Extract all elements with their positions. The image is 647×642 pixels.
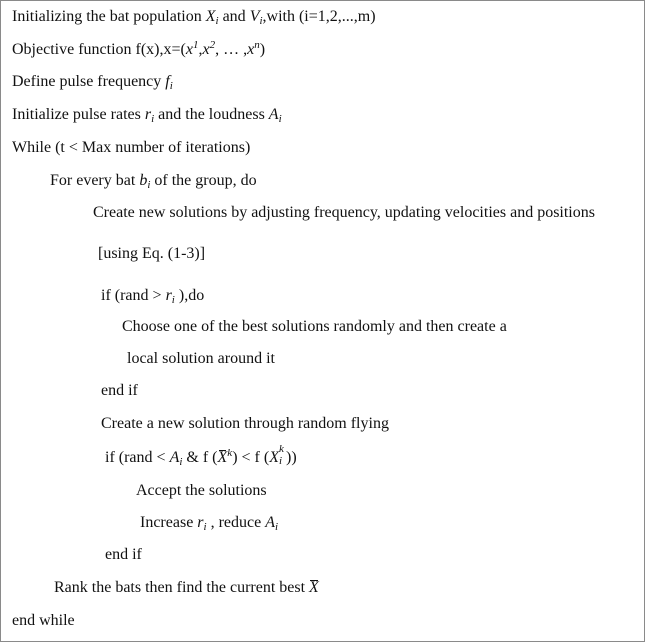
var-x2: x xyxy=(202,41,210,58)
var-f: f xyxy=(165,73,170,90)
text: if (rand > xyxy=(101,287,166,304)
line-objective-function xyxy=(12,41,265,59)
text: Rank the bats then find the current best xyxy=(54,579,310,596)
var-x-bar: X xyxy=(217,449,228,466)
sup-k: k xyxy=(227,447,233,459)
line-rank-bats xyxy=(54,579,319,597)
line-pulse-frequency xyxy=(12,73,173,91)
text: & f ( xyxy=(182,449,218,466)
text: if (rand < xyxy=(105,449,170,466)
var-xi: X xyxy=(269,449,279,466)
text: ,with (i=1,2,...,m) xyxy=(262,8,376,25)
sub-i: i xyxy=(275,521,279,533)
text: , … , xyxy=(215,41,248,58)
var-x: X xyxy=(205,8,216,25)
sup-2: 2 xyxy=(209,39,216,51)
var-xn: x xyxy=(247,41,255,58)
text: of the group, do xyxy=(150,172,257,189)
sup-k: k xyxy=(278,443,284,455)
var-b: b xyxy=(139,172,148,189)
var-x-bar: X xyxy=(309,579,319,596)
text: )) xyxy=(285,449,297,466)
var-r: r xyxy=(197,514,204,531)
var-v: V xyxy=(249,8,260,25)
line-init-pulse-rates xyxy=(12,106,282,124)
sup-n: n xyxy=(254,39,260,51)
line-using-eq: [using Eq. (1-3)] xyxy=(98,245,206,262)
line-end-while: end while xyxy=(12,612,75,629)
text: , xyxy=(198,41,203,58)
var-a: A xyxy=(265,514,276,531)
text: Objective function f(x),x=( xyxy=(12,41,186,58)
line-end-if: end if xyxy=(105,546,142,563)
sub-i: i xyxy=(171,294,175,306)
text: For every bat xyxy=(50,172,140,189)
line-if-rand-gt xyxy=(101,287,204,305)
line-if-rand-lt xyxy=(105,443,297,468)
text: , reduce xyxy=(206,514,266,531)
line-for-every-bat xyxy=(50,172,257,190)
sub-i: i xyxy=(259,15,263,27)
var-x1: x xyxy=(185,41,193,58)
sub-i: i xyxy=(169,80,173,92)
var-r: r xyxy=(144,106,152,123)
text: Initialize pulse rates xyxy=(12,106,145,123)
sub-i: i xyxy=(203,521,207,533)
line-accept-solutions: Accept the solutions xyxy=(136,482,267,499)
line-create-new-solutions: Create new solutions by adjusting frequency, updating velocities and positions xyxy=(93,204,595,221)
line-init-population xyxy=(12,8,376,26)
text: Define pulse frequency xyxy=(12,73,166,90)
line-end-if: end if xyxy=(101,382,138,399)
text: Increase xyxy=(140,514,198,531)
sub-i: i xyxy=(278,113,282,125)
var-a: A xyxy=(268,106,279,123)
text: Initializing the bat population xyxy=(12,8,206,25)
line-while: While (t < Max number of iterations) xyxy=(12,139,251,156)
sub-i: i xyxy=(215,15,219,27)
text: and xyxy=(218,8,250,25)
text: ) xyxy=(259,41,266,58)
var-a: A xyxy=(169,449,180,466)
line-local-solution: local solution around it xyxy=(127,350,275,367)
line-choose-best: Choose one of the best solutions randomly and then create a xyxy=(122,318,507,335)
sub-i: i xyxy=(278,455,283,467)
sup-1: 1 xyxy=(192,39,199,51)
text: ),do xyxy=(174,287,205,304)
text: and the loudness xyxy=(154,106,269,123)
sup-sub-stack xyxy=(278,443,286,467)
sub-i: i xyxy=(151,113,155,125)
text: ) < f ( xyxy=(232,449,270,466)
sub-i: i xyxy=(147,179,151,191)
line-increase-reduce xyxy=(140,514,278,532)
line-random-flying: Create a new solution through random flying xyxy=(101,415,389,432)
var-r: r xyxy=(165,287,172,304)
sub-i: i xyxy=(179,456,183,468)
